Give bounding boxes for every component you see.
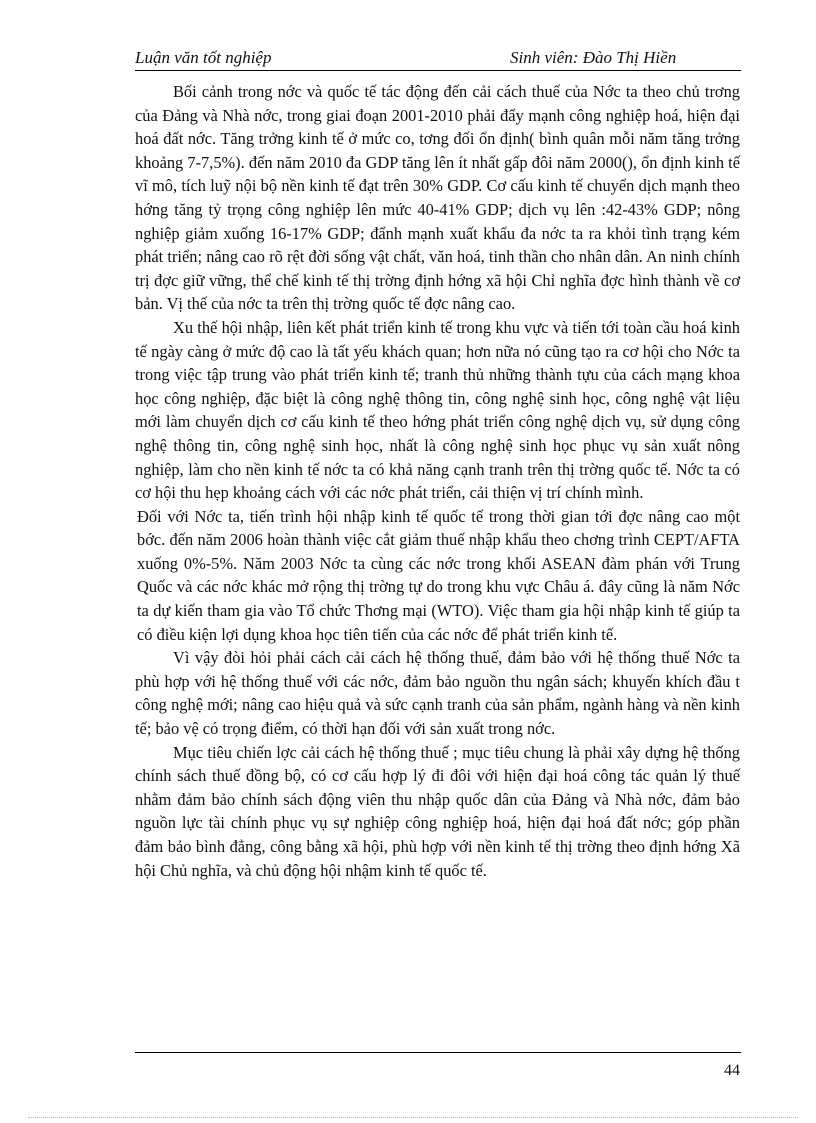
header-student-name: Sinh viên: Đào Thị Hiền: [510, 48, 677, 67]
header-thesis-label: Luận văn tốt nghiệp: [135, 48, 272, 67]
paragraph-context: Bối cảnh trong nớc và quốc tế tác động đến cải cách thuế của Nớc ta theo chủ trơng của Đảng và Nhà nớc, trong giai đoạn 2001-2010 phải đẩy mạnh công nghiệp hoá, hiện đại hoá đất nớc. Tăng trởng kinh tế ở mức co, tơng đối ổn định( bình quân mỗi năm tăng trởng khoảng 7-7,5%). đến năm 2010 đa GDP tăng lên ít nhất gấp đôi năm 2000(), ổn định kinh tế vĩ mô, tích luỹ nội bộ nền kinh tế đạt trên 30% GDP. Cơ cấu kinh tế chuyển dịch mạnh theo hớng tăng tỷ trọng công nghiệp lên mức 40-41% GDP; dịch vụ lên :42-43% GDP; nông nghiệp giảm xuống 16-17% GDP; đẩnh mạnh xuất khẩu đa nớc ta ra khỏi tình trạng kém phát triển; nâng cao rõ rệt đời sống vật chất, văn hoá, tinh thần cho nhân dân. An ninh chính trị đợc giữ vững, thể chế kinh tế thị trờng định hớng xã hội Chỉ nghĩa đợc hình thành về cơ bản. Vị thế của nớc ta trên thị trờng quốc tế đợc nâng cao.: [135, 82, 740, 314]
footer-rule: [135, 1052, 741, 1053]
page-bottom-dotted-rule: [28, 1117, 798, 1118]
page-header: [135, 48, 741, 71]
paragraph-reform-requirement: Vì vậy đòi hỏi phải cách cải cách hệ thống thuế, đảm bảo với hệ thống thuế Nớc ta phù hợp với hệ thống thuế với các nớc, đảm bảo nguồn thu ngân sách; khuyến khích đầu t công nghệ mới; nâng cao hiệu quả và sức cạnh tranh của sản phẩm, ngành hàng và nền kinh tế; bảo vệ có trọng điểm, có thời hạn đối với sản xuất trong nớc.: [135, 648, 740, 739]
page-number: 44: [724, 1062, 740, 1079]
paragraph-integration-trend: Xu thế hội nhập, liên kết phát triển kinh tế trong khu vực và tiến tới toàn cầu hoá kinh tế ngày càng ở mức độ cao là tất yếu khách quan; hơn nữa nó cũng tạo ra cơ hội cho Nớc ta trong việc tập trung vào phát triển kinh tế; tranh thủ những thành tựu của cách mạng khoa học công nghiệp, đặc biệt là công nghệ thông tin, công nghệ sinh học, công nghệ vật liệu mới làm chuyển dịch cơ cấu kinh tế theo hớng phát triển công nghệ dịch vụ, sử dụng công nghệ thông tin, công nghệ sinh học, nhất là công nghệ sinh học phục vụ sản xuất nông nghiệp, làm cho nền kinh tế nớc ta có khả năng cạnh tranh trên thị trờng quốc tế. Nớc ta có cơ hội thu hẹp khoảng cách với các nớc phát triển, cải thiện vị trí chính mình.: [135, 317, 740, 503]
paragraph-integration-roadmap: Đối với Nớc ta, tiến trình hội nhập kinh tế quốc tế trong thời gian tới đợc nâng cao một bớc. đến năm 2006 hoàn thành việc cắt giảm thuế nhập khẩu theo chơng trình CEPT/AFTA xuống 0%-5%. Năm 2003 Nớc ta cùng các nớc trong khối ASEAN đàm phán với Trung Quốc và các nớc khác mở rộng thị trờng tự do trong khu vực Châu á. đây cũng là năm Nớc ta dự kiến tham gia vào Tổ chức Thơng mại (WTO). Việc tham gia hội nhập kinh tế giúp ta có điều kiện lợi dụng khoa học tiên tiến của các nớc để phát triển kinh tế.: [137, 506, 740, 644]
document-body: [135, 80, 740, 882]
paragraph-strategy-goal: Mục tiêu chiến lợc cải cách hệ thống thuế ; mục tiêu chung là phải xây dựng hệ thống chính sách thuế đồng bộ, có cơ cấu hợp lý đi đôi với hiện đại hoá công tác quản lý thuế nhằm đảm bảo chính sách động viên thu nhập quốc dân của Đảng và Nhà nớc, đảm bảo nguồn lực tài chính phục vụ sự nghiệp công nghiệp hoá, hiện đại hoá đất nớc; góp phần đảm bảo bình đẳng, công bằng xã hội, phù hợp với nền kinh tế thị trờng theo định hớng Xã hội Chủ nghĩa, và chủ động hội nhậm kinh tế quốc tế.: [135, 742, 740, 880]
